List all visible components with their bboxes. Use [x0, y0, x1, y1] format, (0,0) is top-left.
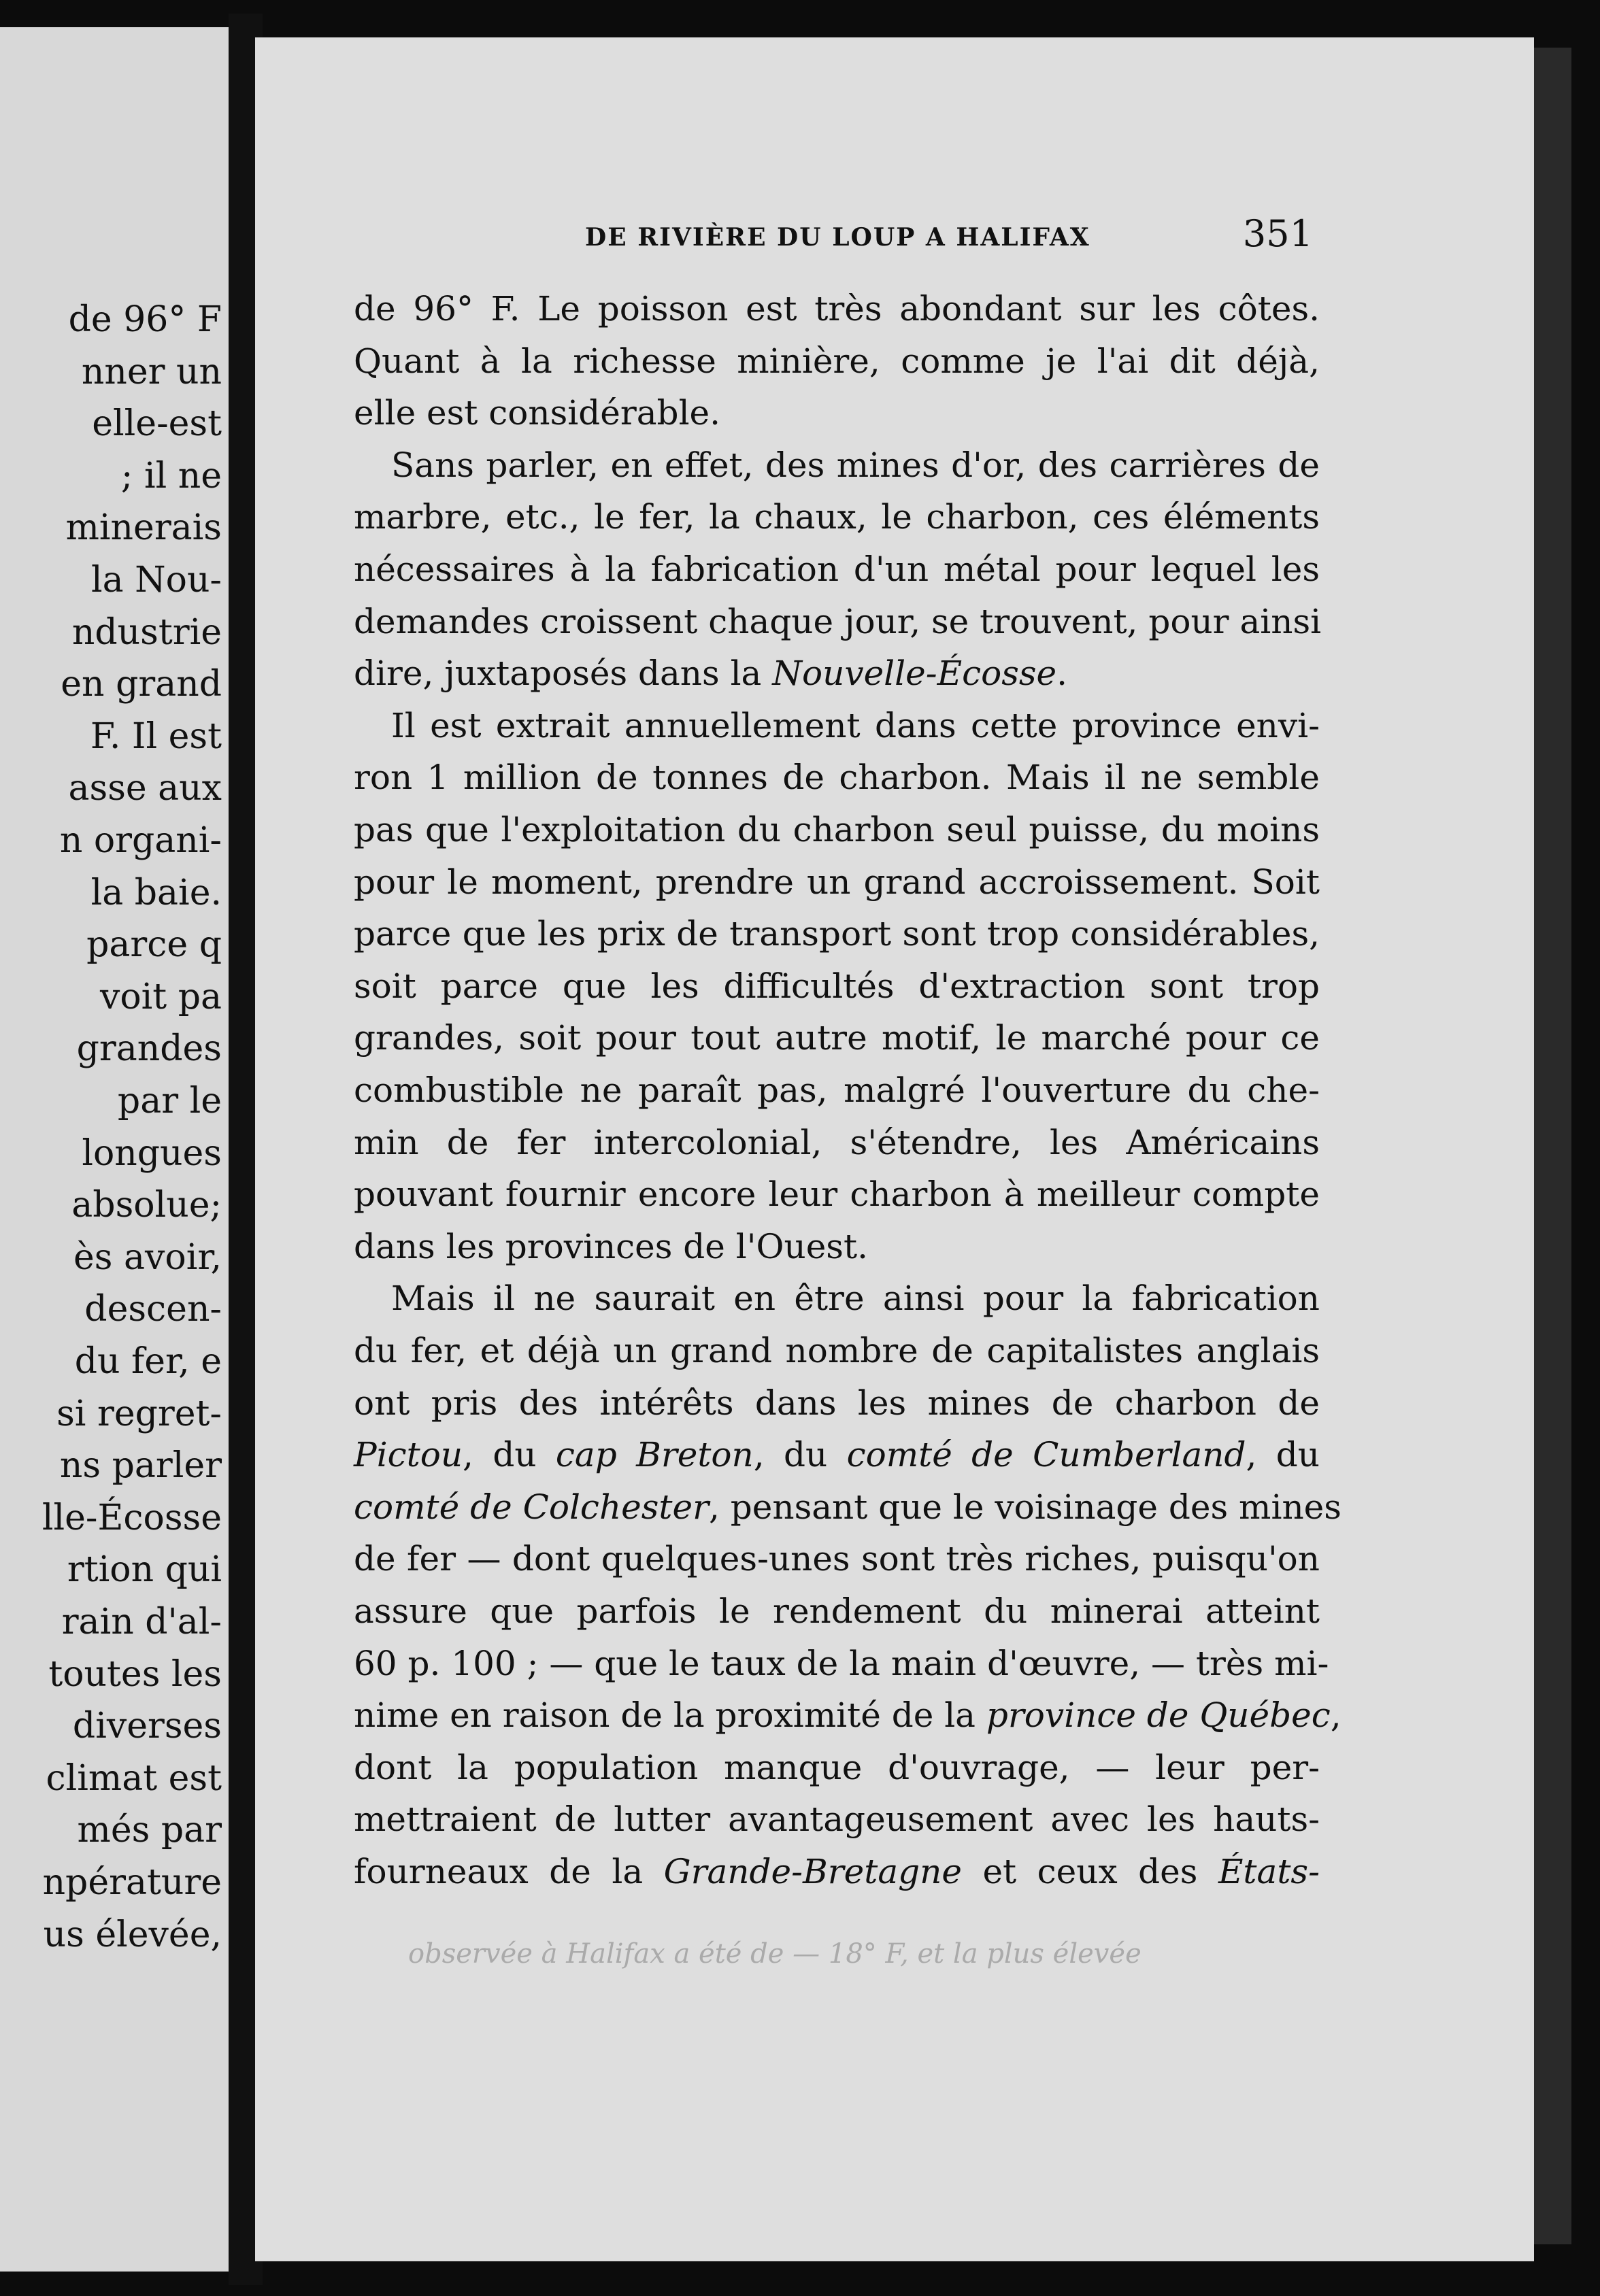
text-line: dans les provinces de l'Ouest.: [354, 1227, 868, 1266]
text-line: assure que parfois le rendement du minerai atteint: [354, 1591, 1320, 1631]
left-page-line: npérature: [42, 1862, 222, 1903]
running-head: DE RIVIÈRE DU LOUP A HALIFAX: [585, 223, 1090, 252]
text-line: Il est extrait annuellement dans cette province envi-: [391, 706, 1320, 745]
left-page-line: ndustrie: [71, 612, 222, 653]
page-number: 351: [1242, 212, 1313, 255]
text-line: Sans parler, en effet, des mines d'or, des carrières de: [391, 445, 1320, 485]
text-line: combustible ne paraît pas, malgré l'ouverture du che-: [354, 1070, 1320, 1110]
text-line: de fer — dont quelques-unes sont très riches, puisqu'on: [354, 1539, 1320, 1578]
text-line: nécessaires à la fabrication d'un métal pour lequel les: [354, 550, 1320, 589]
text-line: fourneaux de la Grande-Bretagne et ceux des États-: [354, 1852, 1320, 1891]
left-page-line: climat est: [46, 1758, 222, 1799]
text-line: ont pris des intérêts dans les mines de charbon de: [354, 1383, 1320, 1423]
text-line: parce que les prix de transport sont trop considérables,: [354, 914, 1320, 953]
text-line: Quant à la richesse minière, comme je l'ai dit déjà,: [354, 341, 1320, 381]
left-page-line: n organi-: [59, 820, 222, 861]
left-page-line: asse aux: [68, 768, 222, 809]
page-edge: [1534, 48, 1571, 2244]
text-line: min de fer intercolonial, s'étendre, les Américains: [354, 1123, 1320, 1162]
left-page-line: rain d'al-: [61, 1602, 222, 1642]
text-line: de 96° F. Le poisson est très abondant sur les côtes.: [354, 289, 1320, 328]
text-line: pour le moment, prendre un grand accroissement. Soit: [354, 862, 1320, 902]
text-line: mettraient de lutter avantageusement avec les hauts-: [354, 1800, 1320, 1839]
text-line: dont la population manque d'ouvrage, — leur per-: [354, 1748, 1320, 1787]
text-line: comté de Colchester, pensant que le voisinage des mines: [354, 1487, 1341, 1527]
left-page-line: diverses: [72, 1706, 222, 1746]
left-page-line: absolue;: [71, 1185, 222, 1226]
left-page-line: grandes: [76, 1028, 222, 1069]
left-page-line: descen-: [84, 1289, 222, 1330]
text-line: pouvant fournir encore leur charbon à meilleur compte: [354, 1175, 1320, 1214]
text-line: nime en raison de la proximité de la province de Québec: [354, 1695, 1331, 1735]
left-page-line: toutes les: [48, 1654, 222, 1695]
text-line: ron 1 million de tonnes de charbon. Mais il ne semble: [354, 758, 1320, 797]
left-page-line: minerais: [65, 507, 222, 548]
text-line: demandes croissent chaque jour, se trouvent, pour ainsi: [354, 602, 1322, 641]
text-line: 60 p. 100 ; — que le taux de la main d'œuvre, — très mi-: [354, 1644, 1329, 1683]
left-page-line: F. Il est: [90, 716, 222, 757]
left-page-line: lle-Écosse: [41, 1498, 222, 1538]
left-page-line: voit pa: [99, 977, 222, 1017]
text-line: dire, juxtaposés dans la Nouvelle-Écosse.: [354, 654, 1068, 693]
text-line: Mais il ne saurait en être ainsi pour la fabrication: [391, 1279, 1320, 1318]
text-line: marbre, etc., le fer, la chaux, le charbon, ces éléments: [354, 497, 1320, 537]
left-page-line: us élevée,: [43, 1914, 222, 1955]
left-facing-page: [0, 27, 231, 2272]
left-page-line: ès avoir,: [73, 1237, 222, 1278]
left-page-line: par le: [117, 1081, 222, 1121]
left-page-line: si regret-: [56, 1394, 222, 1434]
left-page-line: la Nou-: [90, 560, 222, 601]
left-page-line: ; il ne: [120, 456, 222, 496]
left-page-line: de 96° F: [68, 299, 222, 340]
page-header: [327, 212, 1320, 264]
left-page-line: en grand: [61, 664, 222, 705]
text-line: du fer, et déjà un grand nombre de capitalistes anglais: [354, 1331, 1320, 1370]
text-line: soit parce que les difficultés d'extraction sont trop: [354, 966, 1320, 1006]
text-line: elle est considérable.: [354, 393, 721, 433]
text-line: Pictou, du cap Breton, du comté de Cumberland, du: [354, 1435, 1320, 1474]
left-page-line: ns parler: [59, 1445, 222, 1486]
left-page-line: més par: [77, 1810, 222, 1851]
text-line: pas que l'exploitation du charbon seul puisse, du moins: [354, 810, 1320, 849]
text-line: grandes, soit pour tout autre motif, le marché pour ce: [354, 1018, 1320, 1058]
footnote-bleed: observée à Halifax a été de — 18° F, et la plus élevée: [408, 1938, 1141, 1970]
left-page-line: rtion qui: [67, 1549, 222, 1590]
left-page-line: nner un: [81, 352, 222, 392]
left-page-line: du fer, e: [74, 1341, 222, 1382]
left-page-line: elle-est: [92, 403, 222, 444]
left-page-line: parce q: [86, 924, 222, 965]
left-page-line: la baie.: [90, 873, 222, 913]
left-page-line: longues: [82, 1133, 222, 1174]
